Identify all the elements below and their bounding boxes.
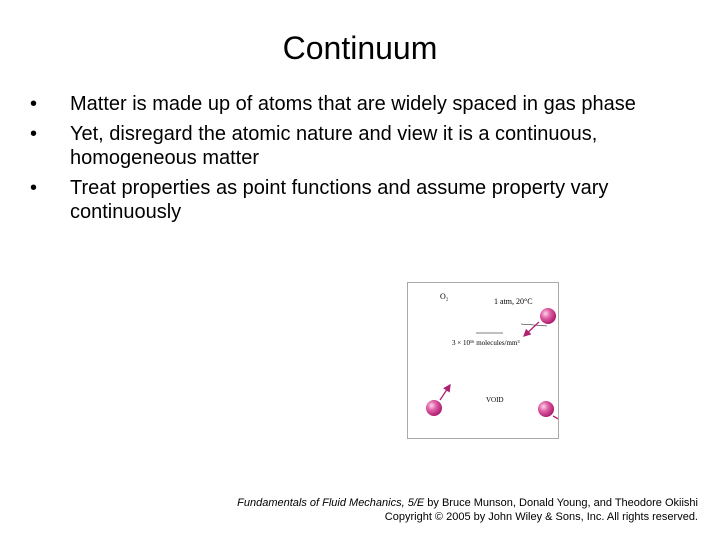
velocity-arrow-right [553, 416, 558, 426]
bullet-list [30, 92, 690, 230]
velocity-arrow-top [524, 322, 539, 336]
velocity-arrow-left [440, 385, 450, 400]
gas-molecules-figure [407, 282, 559, 439]
citation [237, 496, 698, 524]
slide-title: Continuum [282, 30, 438, 66]
book-title: Fundamentals of Fluid Mechanics, 5/E [237, 497, 425, 509]
bullet-text: Yet, disregard the atomic nature and view it is a continuous, homogeneous matter [70, 123, 598, 169]
bullet-text: Matter is made up of atoms that are widely spaced in gas phase [70, 93, 636, 115]
molecule-bottom-right [538, 401, 554, 417]
void-label: VOID [486, 396, 504, 404]
species-label: O₂ [440, 292, 449, 301]
bullet-item [30, 176, 690, 224]
density-label: 3 × 10¹⁶ molecules/mm³ [452, 339, 520, 347]
bullet-marker: • [30, 93, 38, 115]
bullet-marker: • [30, 123, 38, 145]
figure-canvas [408, 283, 558, 438]
bullet-marker: • [30, 177, 38, 199]
molecule-top-right [540, 308, 556, 324]
citation-line-1 [237, 496, 698, 510]
bullet-text: Treat properties as point functions and assume property vary continuously [70, 177, 609, 223]
conditions-label: 1 atm, 20°C [494, 297, 533, 306]
molecule-bottom-left [426, 400, 442, 416]
bullet-item [30, 122, 690, 170]
book-authors: by Bruce Munson, Donald Young, and Theodore Okiishi [424, 497, 698, 509]
bullet-item [30, 92, 690, 116]
copyright-notice: Copyright © 2005 by John Wiley & Sons, Inc. All rights reserved. [384, 511, 698, 523]
conditions-underline [521, 324, 547, 326]
